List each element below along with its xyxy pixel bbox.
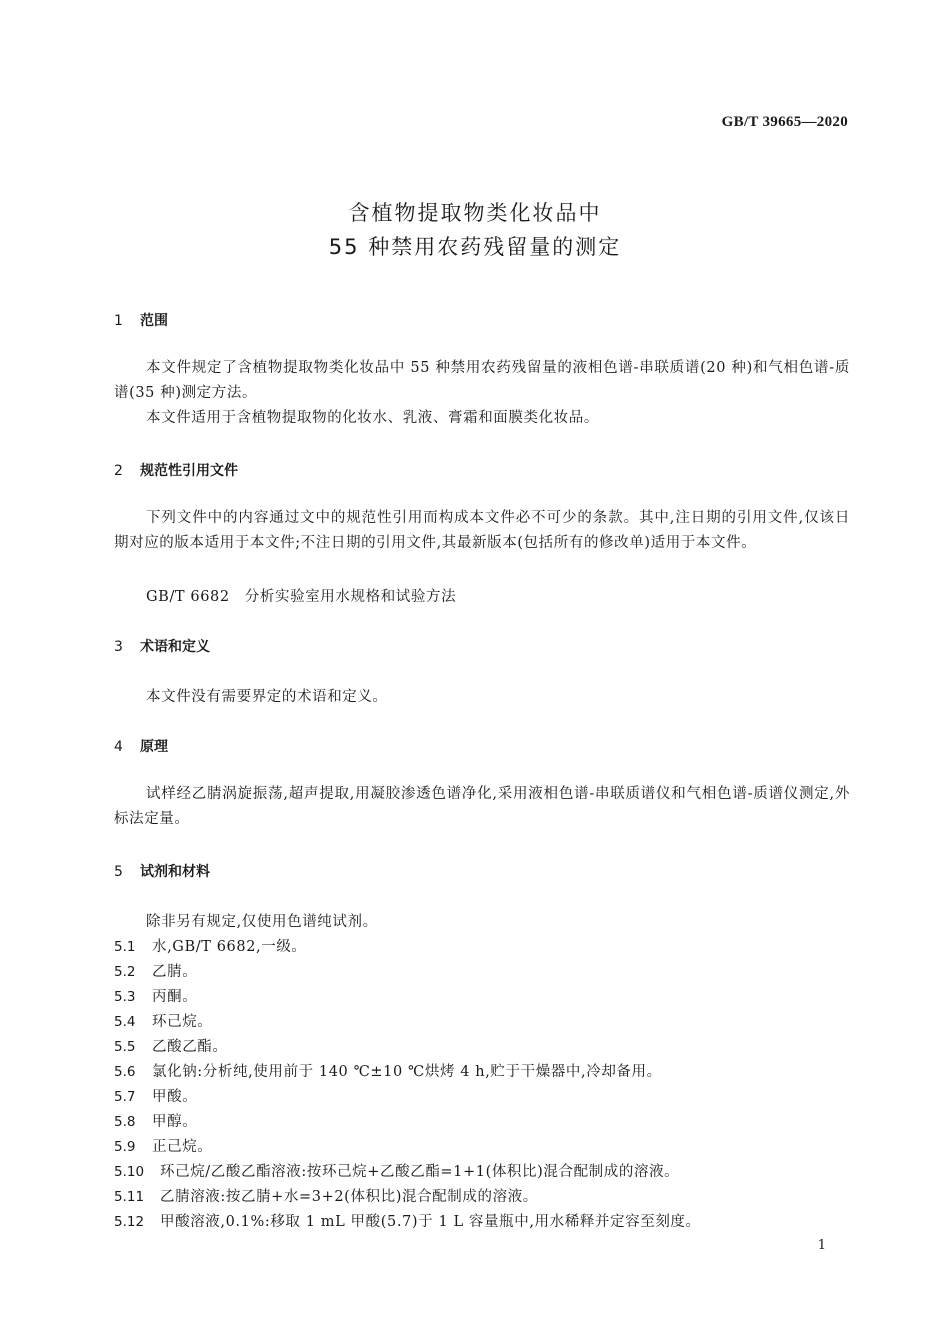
item-text: 甲醇。 (152, 1114, 198, 1130)
item-number: 5.1 (114, 939, 136, 955)
document-title-line1: 含植物提取物类化妆品中 (348, 201, 602, 225)
item-number: 5.8 (114, 1114, 136, 1130)
section-4-heading (114, 736, 168, 756)
section-3-paragraph-1: 本文件没有需要界定的术语和定义。 (146, 689, 388, 705)
item-number: 5.6 (114, 1064, 136, 1080)
item-text: 乙腈。 (152, 964, 198, 980)
item-text: 乙酸乙酯。 (152, 1039, 228, 1055)
item-number: 5.10 (114, 1164, 145, 1180)
item-text: 甲酸。 (152, 1089, 198, 1105)
list-item (114, 1060, 662, 1081)
item-text: 水,GB/T 6682,一级。 (152, 939, 307, 955)
item-text: 乙腈溶液:按乙腈+水=3+2(体积比)混合配制成的溶液。 (160, 1189, 538, 1205)
item-text: 丙酮。 (152, 989, 198, 1005)
section-title: 试剂和材料 (140, 864, 210, 880)
section-1-paragraph-2: 本文件适用于含植物提取物的化妆水、乳液、膏霜和面膜类化妆品。 (146, 410, 599, 426)
section-title: 规范性引用文件 (140, 463, 238, 479)
section-number: 5 (114, 864, 123, 880)
item-text: 环己烷/乙酸乙酯溶液:按环己烷+乙酸乙酯=1+1(体积比)混合配制成的溶液。 (160, 1164, 680, 1180)
list-item (114, 1010, 212, 1031)
list-item (114, 935, 307, 956)
section-title: 术语和定义 (140, 639, 210, 655)
item-text: 甲酸溶液,0.1%:移取 1 mL 甲酸(5.7)于 1 L 容量瓶中,用水稀释并定容至刻度。 (160, 1214, 701, 1230)
section-2-paragraph-1: 下列文件中的内容通过文中的规范性引用而构成本文件必不可少的条款。其中,注日期的引用文件,仅该日期对应的版本适用于本文件;不注日期的引用文件,其最新版本(包括所有的修改单)适用于本文件。 (114, 510, 850, 551)
section-number: 3 (114, 639, 123, 655)
section-1-heading (114, 310, 168, 330)
item-number: 5.3 (114, 989, 136, 1005)
list-item (114, 1185, 538, 1206)
document-title-line2: 55 种禁用农药残留量的测定 (328, 235, 622, 259)
list-item (114, 1035, 228, 1056)
item-number: 5.11 (114, 1189, 145, 1205)
page-number: 1 (817, 1238, 826, 1253)
section-3-heading (114, 636, 210, 656)
item-text: 环己烷。 (152, 1014, 213, 1030)
section-title: 范围 (140, 313, 168, 329)
item-number: 5.2 (114, 964, 136, 980)
section-number: 2 (114, 463, 123, 479)
list-item (114, 985, 197, 1006)
section-4-paragraph-1: 试样经乙腈涡旋振荡,超声提取,用凝胶渗透色谱净化,采用液相色谱-串联质谱仪和气相色谱-质谱仪测定,外标法定量。 (114, 786, 850, 827)
list-item (114, 960, 197, 981)
list-item (114, 1085, 197, 1106)
item-number: 5.9 (114, 1139, 136, 1155)
normative-reference: GB/T 6682 分析实验室用水规格和试验方法 (146, 589, 457, 605)
item-text: 正己烷。 (152, 1139, 213, 1155)
item-number: 5.12 (114, 1214, 145, 1230)
item-text: 氯化钠:分析纯,使用前于 140 ℃±10 ℃烘烤 4 h,贮于干燥器中,冷却备用。 (152, 1064, 662, 1080)
item-number: 5.5 (114, 1039, 136, 1055)
list-item (114, 1160, 679, 1181)
list-item (114, 1110, 197, 1131)
section-2-heading (114, 460, 238, 480)
section-1-paragraph-1: 本文件规定了含植物提取物类化妆品中 55 种禁用农药残留量的液相色谱-串联质谱(20 种)和气相色谱-质谱(35 种)测定方法。 (114, 360, 850, 401)
list-item (114, 1135, 212, 1156)
section-title: 原理 (140, 739, 168, 755)
section-number: 1 (114, 313, 123, 329)
item-number: 5.4 (114, 1014, 136, 1030)
section-5-intro: 除非另有规定,仅使用色谱纯试剂。 (146, 914, 378, 930)
item-number: 5.7 (114, 1089, 136, 1105)
list-item (114, 1210, 701, 1231)
standard-number: GB/T 39665—2020 (721, 114, 848, 130)
section-number: 4 (114, 739, 123, 755)
section-5-heading (114, 861, 210, 881)
